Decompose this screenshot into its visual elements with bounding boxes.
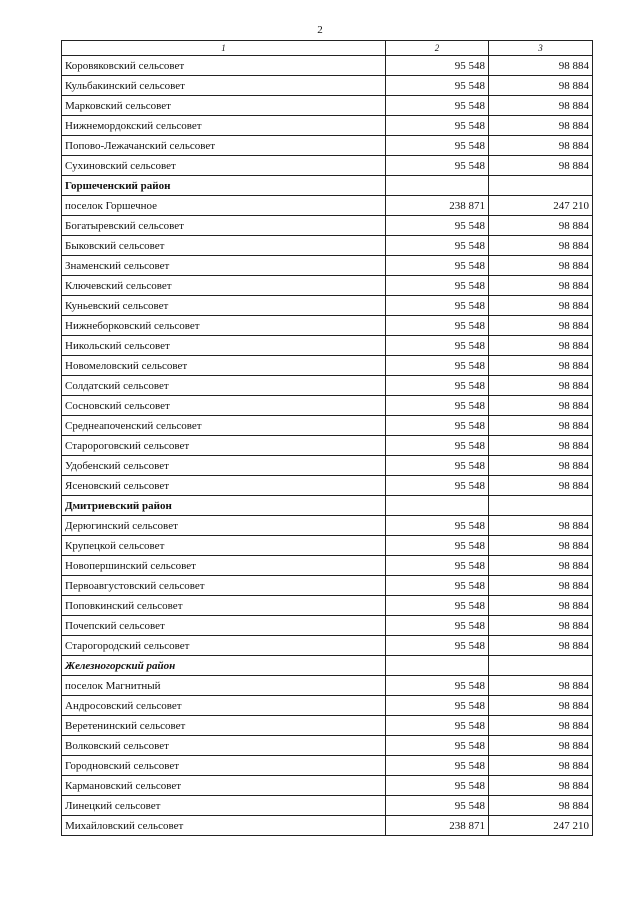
row-name-cell: Первоавгустовский сельсовет (62, 576, 386, 596)
row-name-cell: Ключевский сельсовет (62, 276, 386, 296)
row-value-2-cell: 95 548 (386, 716, 489, 736)
row-value-3-cell: 98 884 (489, 356, 593, 376)
row-name-cell: Куньевский сельсовет (62, 296, 386, 316)
row-value-2-cell: 95 548 (386, 476, 489, 496)
row-name-cell: Нижнемордокский сельсовет (62, 116, 386, 136)
row-name-cell: Марковский сельсовет (62, 96, 386, 116)
district-header-row (62, 656, 593, 676)
row-value-2-cell: 95 548 (386, 56, 489, 76)
row-name-cell: Поповкинский сельсовет (62, 596, 386, 616)
row-value-2-cell: 238 871 (386, 196, 489, 216)
row-name-cell: Городновский сельсовет (62, 756, 386, 776)
row-name-cell: Солдатский сельсовет (62, 376, 386, 396)
table-row (62, 676, 593, 696)
row-value-2-cell: 95 548 (386, 576, 489, 596)
row-value-3-cell: 98 884 (489, 636, 593, 656)
row-name-cell: Сухиновский сельсовет (62, 156, 386, 176)
row-value-3-cell: 98 884 (489, 556, 593, 576)
row-value-3-cell: 98 884 (489, 796, 593, 816)
row-value-2-cell: 95 548 (386, 156, 489, 176)
table-row (62, 756, 593, 776)
row-name-cell: Новомеловский сельсовет (62, 356, 386, 376)
column-header-3: 3 (489, 41, 593, 56)
row-value-3-cell: 98 884 (489, 376, 593, 396)
row-value-2-cell: 95 548 (386, 236, 489, 256)
row-value-3-cell: 98 884 (489, 596, 593, 616)
row-value-3-cell: 98 884 (489, 436, 593, 456)
table-row (62, 416, 593, 436)
row-name-cell: Линецкий сельсовет (62, 796, 386, 816)
row-name-cell: Ясеновский сельсовет (62, 476, 386, 496)
table-row (62, 236, 593, 256)
row-name-cell: Волковский сельсовет (62, 736, 386, 756)
row-value-3-cell: 98 884 (489, 756, 593, 776)
row-value-2-cell: 95 548 (386, 136, 489, 156)
row-value-2-cell: 95 548 (386, 676, 489, 696)
table-row (62, 736, 593, 756)
row-name-cell: Андросовский сельсовет (62, 696, 386, 716)
row-value-2-cell: 95 548 (386, 256, 489, 276)
table-row (62, 76, 593, 96)
row-value-3-cell: 98 884 (489, 276, 593, 296)
row-value-2-cell (386, 496, 489, 516)
row-value-2-cell: 95 548 (386, 636, 489, 656)
row-value-3-cell: 98 884 (489, 316, 593, 336)
row-value-2-cell: 95 548 (386, 736, 489, 756)
row-value-2-cell: 95 548 (386, 436, 489, 456)
row-value-2-cell: 95 548 (386, 396, 489, 416)
table-row (62, 376, 593, 396)
table-header-row (62, 41, 593, 56)
row-value-2-cell: 95 548 (386, 596, 489, 616)
table-row (62, 716, 593, 736)
row-value-2-cell: 95 548 (386, 216, 489, 236)
row-value-3-cell: 98 884 (489, 96, 593, 116)
row-value-2-cell (386, 656, 489, 676)
row-value-3-cell: 98 884 (489, 156, 593, 176)
row-value-3-cell: 98 884 (489, 56, 593, 76)
table-row (62, 256, 593, 276)
table-row (62, 436, 593, 456)
row-name-cell: Новопершинский сельсовет (62, 556, 386, 576)
row-value-2-cell: 95 548 (386, 556, 489, 576)
row-name-cell: Нижнеборковский сельсовет (62, 316, 386, 336)
row-value-2-cell: 95 548 (386, 116, 489, 136)
column-header-2: 2 (386, 41, 489, 56)
row-name-cell: поселок Магнитный (62, 676, 386, 696)
table-row (62, 596, 593, 616)
table-row (62, 456, 593, 476)
row-value-3-cell: 98 884 (489, 576, 593, 596)
row-value-2-cell (386, 176, 489, 196)
row-value-2-cell: 95 548 (386, 96, 489, 116)
table-body (62, 56, 593, 836)
page-number: 2 (317, 24, 323, 36)
row-name-cell: Горшеченский район (62, 176, 386, 196)
row-value-2-cell: 95 548 (386, 336, 489, 356)
row-value-3-cell: 98 884 (489, 256, 593, 276)
table-row (62, 816, 593, 836)
row-name-cell: Веретенинский сельсовет (62, 716, 386, 736)
row-value-3-cell: 98 884 (489, 216, 593, 236)
row-name-cell: Кульбакинский сельсовет (62, 76, 386, 96)
table-row (62, 536, 593, 556)
table-row (62, 576, 593, 596)
row-name-cell: Старогородский сельсовет (62, 636, 386, 656)
row-name-cell: Старороговский сельсовет (62, 436, 386, 456)
table-row (62, 476, 593, 496)
row-value-3-cell: 98 884 (489, 616, 593, 636)
row-value-2-cell: 95 548 (386, 516, 489, 536)
district-header-row (62, 176, 593, 196)
row-value-3-cell: 98 884 (489, 536, 593, 556)
table-row (62, 136, 593, 156)
row-value-3-cell: 98 884 (489, 676, 593, 696)
row-value-3-cell: 98 884 (489, 336, 593, 356)
row-name-cell: Крупецкой сельсовет (62, 536, 386, 556)
row-value-2-cell: 95 548 (386, 616, 489, 636)
row-value-3-cell: 98 884 (489, 776, 593, 796)
row-value-2-cell: 95 548 (386, 76, 489, 96)
row-value-3-cell: 98 884 (489, 456, 593, 476)
table-row (62, 276, 593, 296)
table-row (62, 696, 593, 716)
row-value-3-cell: 98 884 (489, 736, 593, 756)
row-name-cell: Попово-Лежачанский сельсовет (62, 136, 386, 156)
district-header-row (62, 496, 593, 516)
row-value-3-cell: 98 884 (489, 716, 593, 736)
table-row (62, 156, 593, 176)
row-name-cell: Дерюгинский сельсовет (62, 516, 386, 536)
row-value-2-cell: 95 548 (386, 776, 489, 796)
row-value-2-cell: 95 548 (386, 796, 489, 816)
row-name-cell: Знаменский сельсовет (62, 256, 386, 276)
row-value-3-cell: 98 884 (489, 516, 593, 536)
row-name-cell: Среднеапоченский сельсовет (62, 416, 386, 436)
row-value-3-cell: 98 884 (489, 476, 593, 496)
row-value-2-cell: 95 548 (386, 696, 489, 716)
table-row (62, 616, 593, 636)
table-row (62, 356, 593, 376)
row-name-cell: Никольский сельсовет (62, 336, 386, 356)
row-value-2-cell: 95 548 (386, 376, 489, 396)
row-value-3-cell: 98 884 (489, 416, 593, 436)
row-name-cell: поселок Горшечное (62, 196, 386, 216)
row-value-3-cell: 98 884 (489, 116, 593, 136)
table-row (62, 796, 593, 816)
table-row (62, 316, 593, 336)
row-value-2-cell: 238 871 (386, 816, 489, 836)
row-name-cell: Коровяковский сельсовет (62, 56, 386, 76)
row-value-3-cell: 98 884 (489, 296, 593, 316)
row-value-2-cell: 95 548 (386, 296, 489, 316)
row-name-cell: Железногорский район (62, 656, 386, 676)
table-row (62, 296, 593, 316)
row-value-2-cell: 95 548 (386, 276, 489, 296)
table-row (62, 96, 593, 116)
row-value-3-cell: 98 884 (489, 76, 593, 96)
row-value-3-cell (489, 496, 593, 516)
row-value-3-cell: 98 884 (489, 236, 593, 256)
row-value-2-cell: 95 548 (386, 316, 489, 336)
row-value-2-cell: 95 548 (386, 416, 489, 436)
row-value-3-cell: 98 884 (489, 396, 593, 416)
row-name-cell: Михайловский сельсовет (62, 816, 386, 836)
column-header-1: 1 (62, 41, 386, 56)
table-row (62, 396, 593, 416)
row-name-cell: Сосновский сельсовет (62, 396, 386, 416)
row-value-3-cell: 247 210 (489, 196, 593, 216)
row-value-2-cell: 95 548 (386, 756, 489, 776)
row-name-cell: Удобенский сельсовет (62, 456, 386, 476)
row-name-cell: Дмитриевский район (62, 496, 386, 516)
table-row (62, 336, 593, 356)
row-value-3-cell: 247 210 (489, 816, 593, 836)
row-name-cell: Быковский сельсовет (62, 236, 386, 256)
table-row (62, 556, 593, 576)
row-value-3-cell: 98 884 (489, 136, 593, 156)
row-name-cell: Кармановский сельсовет (62, 776, 386, 796)
row-value-2-cell: 95 548 (386, 456, 489, 476)
table-row (62, 216, 593, 236)
table-row (62, 196, 593, 216)
table-row (62, 56, 593, 76)
row-value-3-cell: 98 884 (489, 696, 593, 716)
table-row (62, 776, 593, 796)
table-row (62, 516, 593, 536)
row-value-2-cell: 95 548 (386, 356, 489, 376)
table-row (62, 116, 593, 136)
row-value-2-cell: 95 548 (386, 536, 489, 556)
budget-table (61, 40, 593, 836)
row-name-cell: Почепский сельсовет (62, 616, 386, 636)
table-row (62, 636, 593, 656)
row-name-cell: Богатыревский сельсовет (62, 216, 386, 236)
row-value-3-cell (489, 176, 593, 196)
row-value-3-cell (489, 656, 593, 676)
